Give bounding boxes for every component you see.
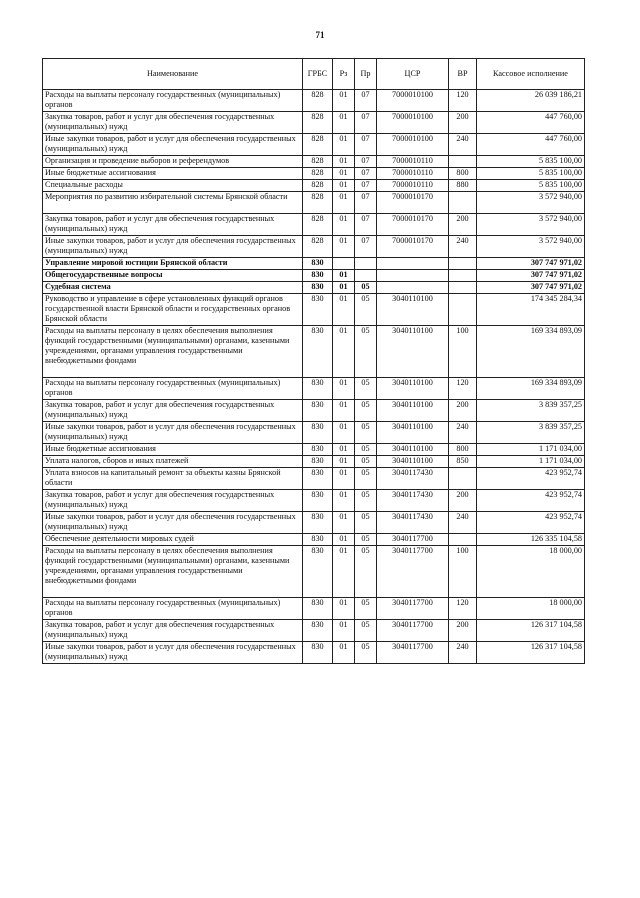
cell-name: Иные закупки товаров, работ и услуг для обеспечения государственных (муниципальных) нужд xyxy=(43,236,303,258)
cell-sum: 126 317 104,58 xyxy=(477,620,585,642)
cell-vr xyxy=(449,270,477,282)
cell-vr xyxy=(449,258,477,270)
cell-grbs: 830 xyxy=(303,270,333,282)
cell-vr xyxy=(449,282,477,294)
table-row xyxy=(43,642,585,664)
cell-grbs: 830 xyxy=(303,620,333,642)
cell-grbs: 828 xyxy=(303,168,333,180)
cell-sum: 3 839 357,25 xyxy=(477,400,585,422)
cell-sum: 1 171 034,00 xyxy=(477,456,585,468)
cell-rz: 01 xyxy=(333,378,355,400)
cell-pr: 05 xyxy=(355,642,377,664)
cell-pr: 07 xyxy=(355,236,377,258)
cell-vr: 200 xyxy=(449,214,477,236)
cell-vr xyxy=(449,156,477,168)
cell-grbs: 830 xyxy=(303,400,333,422)
cell-grbs: 830 xyxy=(303,642,333,664)
cell-rz xyxy=(333,258,355,270)
cell-rz: 01 xyxy=(333,90,355,112)
cell-vr: 120 xyxy=(449,378,477,400)
cell-sum: 169 334 893,09 xyxy=(477,326,585,378)
cell-sum: 307 747 971,02 xyxy=(477,270,585,282)
cell-vr: 800 xyxy=(449,168,477,180)
cell-grbs: 830 xyxy=(303,490,333,512)
cell-rz: 01 xyxy=(333,192,355,214)
cell-name: Закупка товаров, работ и услуг для обеспечения государственных (муниципальных) нужд xyxy=(43,490,303,512)
cell-pr: 05 xyxy=(355,400,377,422)
cell-grbs: 830 xyxy=(303,468,333,490)
cell-pr: 07 xyxy=(355,214,377,236)
table-row xyxy=(43,156,585,168)
cell-name: Уплата взносов на капитальный ремонт за объекты казны Брянской области xyxy=(43,468,303,490)
cell-vr: 100 xyxy=(449,546,477,598)
cell-sum: 423 952,74 xyxy=(477,512,585,534)
cell-pr: 05 xyxy=(355,512,377,534)
header-csr: ЦСР xyxy=(377,59,449,90)
cell-name: Общегосударственные вопросы xyxy=(43,270,303,282)
cell-csr: 7000010110 xyxy=(377,180,449,192)
cell-pr: 07 xyxy=(355,112,377,134)
cell-grbs: 830 xyxy=(303,258,333,270)
cell-rz: 01 xyxy=(333,294,355,326)
cell-rz: 01 xyxy=(333,534,355,546)
cell-rz: 01 xyxy=(333,112,355,134)
cell-name: Судебная система xyxy=(43,282,303,294)
cell-csr: 3040110100 xyxy=(377,378,449,400)
header-name: Наименование xyxy=(43,59,303,90)
cell-csr: 7000010170 xyxy=(377,192,449,214)
table-row xyxy=(43,236,585,258)
cell-csr: 3040117700 xyxy=(377,642,449,664)
cell-csr: 7000010170 xyxy=(377,214,449,236)
cell-name: Иные бюджетные ассигнования xyxy=(43,168,303,180)
table-row xyxy=(43,192,585,214)
cell-grbs: 828 xyxy=(303,156,333,168)
cell-rz: 01 xyxy=(333,282,355,294)
cell-rz: 01 xyxy=(333,546,355,598)
cell-vr: 200 xyxy=(449,490,477,512)
cell-sum: 423 952,74 xyxy=(477,468,585,490)
table-row xyxy=(43,512,585,534)
cell-name: Закупка товаров, работ и услуг для обеспечения государственных (муниципальных) нужд xyxy=(43,214,303,236)
cell-name: Закупка товаров, работ и услуг для обеспечения государственных (муниципальных) нужд xyxy=(43,400,303,422)
cell-vr: 240 xyxy=(449,512,477,534)
cell-csr: 3040110100 xyxy=(377,294,449,326)
table-row xyxy=(43,90,585,112)
table-row xyxy=(43,534,585,546)
cell-grbs: 828 xyxy=(303,134,333,156)
cell-sum: 447 760,00 xyxy=(477,112,585,134)
header-pr: Пр xyxy=(355,59,377,90)
cell-grbs: 830 xyxy=(303,378,333,400)
table-row xyxy=(43,422,585,444)
cell-csr: 3040110100 xyxy=(377,326,449,378)
cell-csr: 3040110100 xyxy=(377,400,449,422)
cell-rz: 01 xyxy=(333,326,355,378)
cell-sum: 126 335 104,58 xyxy=(477,534,585,546)
cell-csr xyxy=(377,270,449,282)
cell-name: Иные закупки товаров, работ и услуг для обеспечения государственных (муниципальных) нужд xyxy=(43,642,303,664)
cell-csr: 7000010110 xyxy=(377,168,449,180)
cell-name: Специальные расходы xyxy=(43,180,303,192)
cell-pr: 05 xyxy=(355,598,377,620)
cell-rz: 01 xyxy=(333,456,355,468)
cell-vr: 240 xyxy=(449,642,477,664)
cell-sum: 18 000,00 xyxy=(477,546,585,598)
cell-sum: 126 317 104,58 xyxy=(477,642,585,664)
cell-sum: 18 000,00 xyxy=(477,598,585,620)
cell-csr: 3040110100 xyxy=(377,456,449,468)
cell-name: Иные закупки товаров, работ и услуг для обеспечения государственных (муниципальных) нужд xyxy=(43,512,303,534)
cell-grbs: 830 xyxy=(303,598,333,620)
cell-name: Управление мировой юстиции Брянской области xyxy=(43,258,303,270)
cell-csr: 7000010100 xyxy=(377,112,449,134)
table-row xyxy=(43,490,585,512)
cell-pr: 05 xyxy=(355,444,377,456)
cell-pr: 05 xyxy=(355,490,377,512)
table-row xyxy=(43,400,585,422)
cell-sum: 26 039 186,21 xyxy=(477,90,585,112)
cell-csr xyxy=(377,282,449,294)
table-row xyxy=(43,456,585,468)
header-rz: Рз xyxy=(333,59,355,90)
table-row xyxy=(43,598,585,620)
cell-name: Закупка товаров, работ и услуг для обеспечения государственных (муниципальных) нужд xyxy=(43,620,303,642)
cell-grbs: 828 xyxy=(303,236,333,258)
cell-pr: 05 xyxy=(355,534,377,546)
page-number: 71 xyxy=(315,30,325,40)
table-row xyxy=(43,282,585,294)
cell-rz: 01 xyxy=(333,168,355,180)
table-row xyxy=(43,180,585,192)
cell-sum: 3 572 940,00 xyxy=(477,214,585,236)
cell-name: Расходы на выплаты персоналу в целях обеспечения выполнения функций государственными (муниципальными) органами, казенными учреждениями, органами управления государственными внебюджетными фондами xyxy=(43,326,303,378)
budget-table xyxy=(42,58,585,664)
cell-pr: 07 xyxy=(355,156,377,168)
cell-sum: 3 839 357,25 xyxy=(477,422,585,444)
table-row xyxy=(43,214,585,236)
cell-csr: 7000010100 xyxy=(377,134,449,156)
table-row xyxy=(43,168,585,180)
cell-csr: 3040117700 xyxy=(377,534,449,546)
cell-pr: 05 xyxy=(355,620,377,642)
table-row xyxy=(43,270,585,282)
header-sum: Кассовое исполнение xyxy=(477,59,585,90)
header-grbs: ГРБС xyxy=(303,59,333,90)
cell-pr: 07 xyxy=(355,180,377,192)
table-row xyxy=(43,378,585,400)
cell-name: Обеспечение деятельности мировых судей xyxy=(43,534,303,546)
table-row xyxy=(43,112,585,134)
cell-pr xyxy=(355,258,377,270)
table-row xyxy=(43,326,585,378)
cell-csr: 3040117700 xyxy=(377,598,449,620)
cell-name: Организация и проведение выборов и референдумов xyxy=(43,156,303,168)
cell-rz: 01 xyxy=(333,468,355,490)
cell-name: Закупка товаров, работ и услуг для обеспечения государственных (муниципальных) нужд xyxy=(43,112,303,134)
cell-pr xyxy=(355,270,377,282)
cell-csr: 7000010110 xyxy=(377,156,449,168)
table-body xyxy=(43,90,585,664)
cell-csr: 3040117700 xyxy=(377,620,449,642)
cell-rz: 01 xyxy=(333,236,355,258)
cell-sum: 3 572 940,00 xyxy=(477,192,585,214)
cell-name: Руководство и управление в сфере установленных функций органов государственной власти Брянской области и государственных органов Брянской области xyxy=(43,294,303,326)
cell-sum: 423 952,74 xyxy=(477,490,585,512)
cell-grbs: 830 xyxy=(303,326,333,378)
cell-rz: 01 xyxy=(333,444,355,456)
cell-grbs: 830 xyxy=(303,534,333,546)
cell-vr xyxy=(449,468,477,490)
cell-grbs: 830 xyxy=(303,444,333,456)
cell-rz: 01 xyxy=(333,422,355,444)
cell-name: Расходы на выплаты персоналу государственных (муниципальных) органов xyxy=(43,598,303,620)
cell-csr xyxy=(377,258,449,270)
cell-sum: 169 334 893,09 xyxy=(477,378,585,400)
cell-vr: 240 xyxy=(449,236,477,258)
cell-sum: 307 747 971,02 xyxy=(477,258,585,270)
table-row xyxy=(43,620,585,642)
table-row xyxy=(43,258,585,270)
cell-vr: 200 xyxy=(449,620,477,642)
cell-sum: 307 747 971,02 xyxy=(477,282,585,294)
cell-sum: 5 835 100,00 xyxy=(477,180,585,192)
cell-rz: 01 xyxy=(333,598,355,620)
cell-grbs: 830 xyxy=(303,422,333,444)
cell-vr: 800 xyxy=(449,444,477,456)
cell-pr: 05 xyxy=(355,282,377,294)
cell-rz: 01 xyxy=(333,134,355,156)
cell-sum: 5 835 100,00 xyxy=(477,156,585,168)
cell-rz: 01 xyxy=(333,490,355,512)
cell-pr: 05 xyxy=(355,326,377,378)
table-header-row xyxy=(43,59,585,90)
cell-rz: 01 xyxy=(333,400,355,422)
cell-grbs: 828 xyxy=(303,112,333,134)
cell-pr: 05 xyxy=(355,294,377,326)
cell-grbs: 830 xyxy=(303,512,333,534)
cell-name: Расходы на выплаты персоналу государственных (муниципальных) органов xyxy=(43,90,303,112)
cell-grbs: 828 xyxy=(303,214,333,236)
table-row xyxy=(43,546,585,598)
cell-name: Мероприятия по развитию избирательной системы Брянской области xyxy=(43,192,303,214)
cell-sum: 1 171 034,00 xyxy=(477,444,585,456)
cell-pr: 05 xyxy=(355,422,377,444)
cell-vr: 240 xyxy=(449,422,477,444)
cell-grbs: 828 xyxy=(303,90,333,112)
cell-grbs: 828 xyxy=(303,192,333,214)
cell-csr: 3040117430 xyxy=(377,512,449,534)
cell-sum: 447 760,00 xyxy=(477,134,585,156)
cell-csr: 3040110100 xyxy=(377,422,449,444)
cell-rz: 01 xyxy=(333,270,355,282)
cell-vr: 120 xyxy=(449,598,477,620)
cell-sum: 3 572 940,00 xyxy=(477,236,585,258)
cell-csr: 3040117700 xyxy=(377,546,449,598)
cell-pr: 07 xyxy=(355,90,377,112)
cell-name: Расходы на выплаты персоналу в целях обеспечения выполнения функций государственными (муниципальными) органами, казенными учреждениями, органами управления государственными внебюджетными фондами xyxy=(43,546,303,598)
cell-name: Уплата налогов, сборов и иных платежей xyxy=(43,456,303,468)
cell-grbs: 830 xyxy=(303,456,333,468)
cell-vr: 880 xyxy=(449,180,477,192)
cell-name: Расходы на выплаты персоналу государственных (муниципальных) органов xyxy=(43,378,303,400)
cell-csr: 7000010100 xyxy=(377,90,449,112)
cell-grbs: 828 xyxy=(303,180,333,192)
cell-name: Иные закупки товаров, работ и услуг для обеспечения государственных (муниципальных) нужд xyxy=(43,134,303,156)
cell-csr: 3040110100 xyxy=(377,444,449,456)
cell-vr xyxy=(449,534,477,546)
cell-vr: 200 xyxy=(449,112,477,134)
cell-vr xyxy=(449,192,477,214)
cell-grbs: 830 xyxy=(303,546,333,598)
cell-vr: 850 xyxy=(449,456,477,468)
cell-name: Иные закупки товаров, работ и услуг для обеспечения государственных (муниципальных) нужд xyxy=(43,422,303,444)
cell-pr: 07 xyxy=(355,168,377,180)
cell-rz: 01 xyxy=(333,214,355,236)
cell-pr: 05 xyxy=(355,378,377,400)
cell-name: Иные бюджетные ассигнования xyxy=(43,444,303,456)
cell-grbs: 830 xyxy=(303,294,333,326)
cell-rz: 01 xyxy=(333,642,355,664)
cell-vr xyxy=(449,294,477,326)
cell-grbs: 830 xyxy=(303,282,333,294)
cell-csr: 7000010170 xyxy=(377,236,449,258)
cell-csr: 3040117430 xyxy=(377,490,449,512)
cell-rz: 01 xyxy=(333,620,355,642)
cell-sum: 5 835 100,00 xyxy=(477,168,585,180)
cell-pr: 07 xyxy=(355,134,377,156)
cell-rz: 01 xyxy=(333,512,355,534)
table-row xyxy=(43,468,585,490)
cell-rz: 01 xyxy=(333,156,355,168)
cell-pr: 05 xyxy=(355,546,377,598)
cell-pr: 05 xyxy=(355,456,377,468)
cell-sum: 174 345 284,34 xyxy=(477,294,585,326)
table-row xyxy=(43,444,585,456)
cell-csr: 3040117430 xyxy=(377,468,449,490)
cell-pr: 07 xyxy=(355,192,377,214)
cell-rz: 01 xyxy=(333,180,355,192)
cell-vr: 120 xyxy=(449,90,477,112)
table-row xyxy=(43,294,585,326)
cell-vr: 240 xyxy=(449,134,477,156)
cell-vr: 100 xyxy=(449,326,477,378)
header-vr: ВР xyxy=(449,59,477,90)
cell-pr: 05 xyxy=(355,468,377,490)
cell-vr: 200 xyxy=(449,400,477,422)
table-row xyxy=(43,134,585,156)
